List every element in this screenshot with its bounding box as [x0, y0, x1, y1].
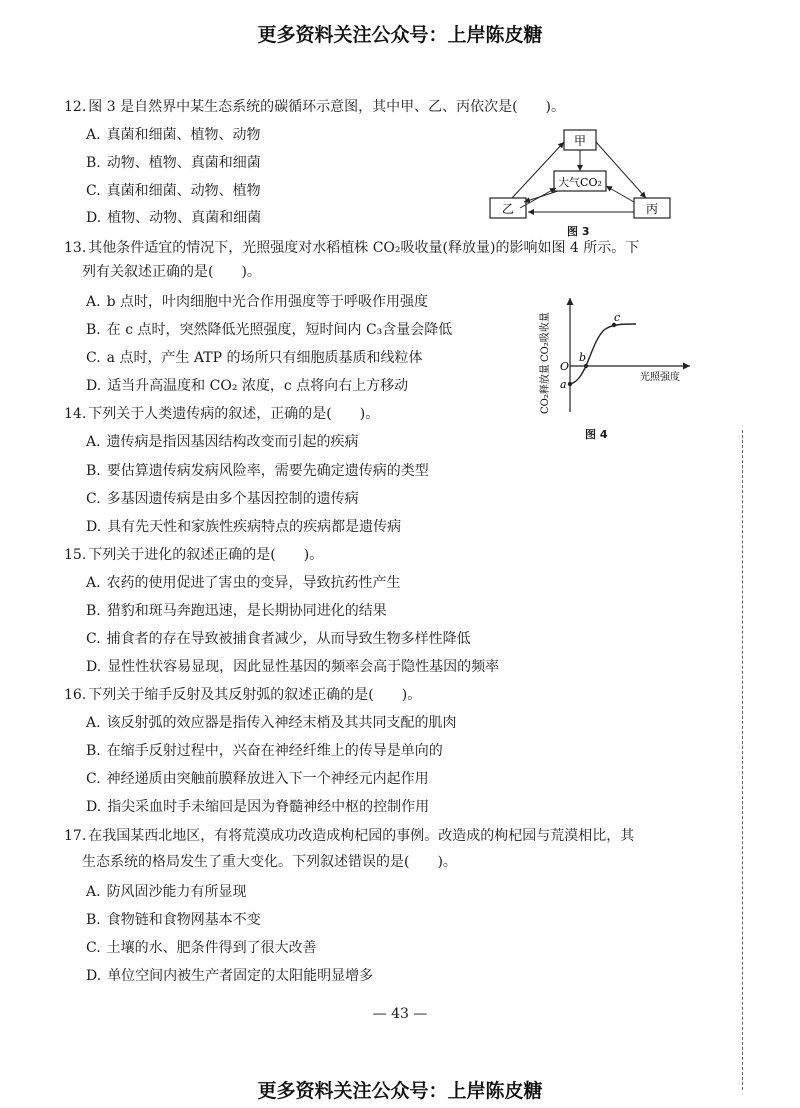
option-15-b: B. 猎豹和斑马奔跑迅速，是长期协同进化的结果: [86, 603, 387, 619]
option-12-a: A. 真菌和细菌、植物、动物: [86, 127, 261, 143]
option-13-c: C. a 点时，产生 ATP 的场所只有细胞质基质和线粒体: [86, 350, 423, 366]
question-number: 14.: [64, 406, 87, 422]
option-14-b: B. 要估算遗传病发病风险率，需要先确定遗传病的类型: [86, 463, 429, 479]
option-15-c: C. 捕食者的存在导致被捕食者减少，从而导致生物多样性降低: [86, 631, 471, 647]
option-17-a: A. 防风固沙能力有所显现: [86, 884, 247, 900]
option-16-a: A. 该反射弧的效应器是指传入神经末梢及其共同支配的肌肉: [86, 715, 457, 731]
figure-4-light-curve: [530, 290, 710, 420]
question-stem: 下列关于人类遗传病的叙述，正确的是( )。: [88, 406, 380, 422]
question-stem-continued: 列有关叙述正确的是( )。: [82, 264, 261, 280]
question-number: 12.: [64, 99, 87, 115]
figure-3-caption: 图 3: [567, 225, 590, 238]
question-number: 13.: [64, 240, 87, 256]
question-12: [64, 97, 704, 117]
x-axis-label: 光照强度: [640, 372, 680, 383]
option-12-c: C. 真菌和细菌、动物、植物: [86, 183, 261, 199]
y-axis-label-top: CO₂吸收量: [540, 312, 551, 362]
option-13-a: A. b 点时，叶肉细胞中光合作用强度等于呼吸作用强度: [86, 294, 428, 310]
question-stem: 下列关于缩手反射及其反射弧的叙述正确的是( )。: [88, 687, 422, 703]
question-number: 17.: [64, 828, 87, 844]
point-a-marker: [568, 382, 572, 386]
figure-4-caption: 图 4: [585, 428, 608, 441]
figure-3-carbon-cycle: [480, 122, 690, 237]
arrow-bing-to-atmosphere: [606, 186, 634, 202]
question-number: 16.: [64, 687, 87, 703]
question-16: [64, 685, 704, 705]
question-stem: 下列关于进化的叙述正确的是( )。: [88, 547, 324, 563]
binding-margin-line: [742, 430, 743, 1090]
point-b-label: b: [579, 351, 587, 364]
option-14-a: A. 遗传病是指因基因结构改变而引起的疾病: [86, 434, 359, 450]
y-axis-label-bottom: CO₂释放量: [540, 364, 551, 414]
header-banner: 更多资料关注公众号：上岸陈皮糖: [257, 24, 543, 46]
node-atmosphere-label: 大气CO₂: [558, 176, 602, 189]
option-15-d: D. 显性性状容易显现，因此显性基因的频率会高于隐性基因的频率: [86, 659, 500, 675]
point-b-marker: [584, 364, 588, 368]
question-number: 15.: [64, 547, 87, 563]
option-16-d: D. 指尖采血时手未缩回是因为脊髓神经中枢的控制作用: [86, 799, 430, 815]
node-yi-label: 乙: [501, 202, 515, 216]
node-jia-label: 甲: [573, 134, 587, 148]
question-stem: 图 3 是自然界中某生态系统的碳循环示意图，其中甲、乙、丙依次是( )。: [88, 99, 565, 115]
question-stem-continued: 生态系统的格局发生了重大变化。下列叙述错误的是( )。: [82, 854, 457, 870]
option-13-d: D. 适当升高温度和 CO₂ 浓度，c 点将向右上方移动: [86, 378, 409, 394]
option-16-c: C. 神经递质由突触前膜释放进入下一个神经元内起作用: [86, 771, 429, 787]
point-c-label: c: [614, 311, 621, 324]
question-stem: 其他条件适宜的情况下，光照强度对水稻植株 CO₂吸收量(释放量)的影响如图 4 所示。下: [88, 240, 640, 256]
option-12-b: B. 动物、植物、真菌和细菌: [86, 155, 261, 171]
option-13-b: B. 在 c 点时，突然降低光照强度，短时间内 C₃含量会降低: [86, 322, 453, 338]
page-number: — 43 —: [372, 1006, 428, 1022]
question-14: [64, 404, 704, 424]
option-14-c: C. 多基因遗传病是由多个基因控制的遗传病: [86, 491, 359, 507]
footer-banner: 更多资料关注公众号：上岸陈皮糖: [257, 1080, 543, 1102]
option-17-c: C. 土壤的水、肥条件得到了很大改善: [86, 940, 317, 956]
point-a-label: a: [560, 378, 567, 391]
option-12-d: D. 植物、动物、真菌和细菌: [86, 210, 262, 226]
option-17-b: B. 食物链和食物网基本不变: [86, 912, 261, 928]
question-13: [64, 238, 704, 282]
question-17: [64, 826, 704, 872]
question-stem: 在我国某西北地区，有将荒漠成功改造成枸杞园的事例。改造成的枸杞园与荒漠相比，其: [88, 828, 635, 844]
origin-label: O: [560, 360, 570, 373]
option-16-b: B. 在缩手反射过程中，兴奋在神经纤维上的传导是单向的: [86, 743, 443, 759]
option-17-d: D. 单位空间内被生产者固定的太阳能明显增多: [86, 968, 374, 984]
option-15-a: A. 农药的使用促进了害虫的变异，导致抗药性产生: [86, 575, 401, 591]
option-14-d: D. 具有先天性和家族性疾病特点的疾病都是遗传病: [86, 519, 402, 535]
question-15: [64, 545, 704, 565]
node-bing-label: 丙: [645, 202, 659, 216]
